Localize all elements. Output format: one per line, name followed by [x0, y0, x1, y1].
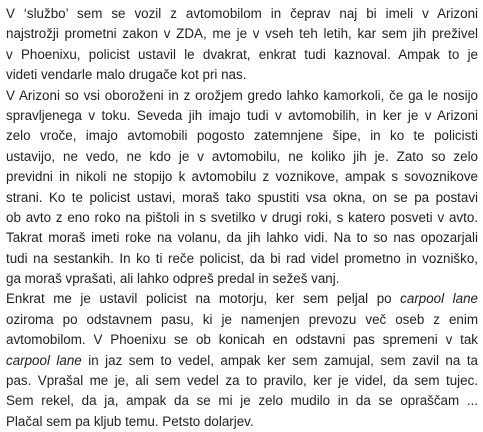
text-segment: Takrat moraš imeti roke na volanu, da jih lahko vidi. Na to so nas opozarjali	[6, 230, 478, 246]
text-segment: v Phoenixu, policist ustavil le dvakrat, enkrat tudi kaznoval. Ampak to je	[6, 46, 478, 62]
text-line	[6, 86, 478, 106]
text-line	[6, 167, 478, 187]
text-line	[6, 126, 478, 146]
text-line	[6, 391, 478, 411]
text-segment: V Arizoni so vsi oboroženi in z orožjem gredo lahko kamorkoli, če ga le nosijo	[6, 87, 478, 103]
text-segment: ga moraš vprašati, ali lahko odpreš predal in sežeš vanj.	[6, 271, 340, 287]
text-segment: ustavijo, ne vedo, ne kdo je v avtomobilu, ne koliko jih je. Zato so zelo	[6, 148, 478, 164]
paragraph-2	[6, 86, 478, 290]
text-line	[6, 208, 478, 228]
text-line	[6, 24, 478, 44]
text-segment: videti vendarle malo drugače kot pri nas.	[6, 67, 247, 83]
paragraph-3	[6, 289, 478, 432]
text-segment: ob avto z eno roko na pištoli in s svetilko v drugi roki, s katero posveti v avto.	[6, 209, 478, 225]
text-segment: Enkrat me je ustavil policist na motorju, ker sem peljal po	[6, 291, 401, 307]
text-segment: strani. Ko te policist ustavi, moraš tako spustiti vsa okna, on se pa postavi	[6, 189, 478, 205]
text-segment: previdni in nikoli ne stopijo k avtomobilu z voznikove, ampak s sovoznikove	[6, 169, 478, 185]
text-line	[6, 412, 478, 432]
text-segment: Plačal sem pa kljub temu. Petsto dolarjev.	[6, 413, 254, 429]
text-line	[6, 188, 478, 208]
text-line	[6, 45, 478, 65]
text-segment: oziroma po odstavnem pasu, ki je namenjen prevozu več oseb z enim	[6, 311, 478, 327]
text-line	[6, 65, 478, 85]
italic-term: carpool lane	[400, 291, 478, 307]
text-segment: V ‘službo’ sem se vozil z avtomobilom in čeprav naj bi imeli v Arizoni	[6, 6, 478, 21]
text-segment: Sem rekel, da ja, ampak da se mi je zelo mudilo in da se opraščam ...	[6, 393, 478, 409]
text-segment: pas. Vprašal me je, ali sem vedel za to pravilo, ker je videl, da sem tujec.	[6, 373, 478, 389]
text-line	[6, 147, 478, 167]
text-segment: avtomobilom. V Phoenixu se ob konicah en odstavni pas spremeni v tak	[6, 332, 478, 348]
italic-term: carpool lane	[6, 352, 82, 368]
text-segment: spravljenega v toku. Seveda jih imajo tudi v avtomobilih, in ker je v Arizoni	[6, 107, 478, 123]
text-line	[6, 351, 478, 371]
text-segment: tudi na sestankih. In ko ti reče policist, da bi rad videl prometno in vozniško,	[6, 250, 478, 266]
text-line	[6, 249, 478, 269]
text-line	[6, 289, 478, 309]
text-segment: in jaz sem to vedel, ampak ker sem zamujal, sem zavil na ta	[81, 352, 478, 368]
text-line	[6, 310, 478, 330]
text-line	[6, 330, 478, 350]
text-line	[6, 269, 478, 289]
text-segment: zelo vroče, imajo avtomobili pogosto zatemnjene šipe, in ko te policisti	[6, 128, 478, 144]
document-body	[6, 4, 478, 432]
text-line	[6, 371, 478, 391]
text-line	[6, 106, 478, 126]
text-line	[6, 228, 478, 248]
paragraph-1	[6, 4, 478, 86]
text-line	[6, 4, 478, 24]
text-segment: najstrožji prometni zakon v ZDA, me je v vseh teh letih, kar sem jih preživel	[6, 26, 478, 42]
